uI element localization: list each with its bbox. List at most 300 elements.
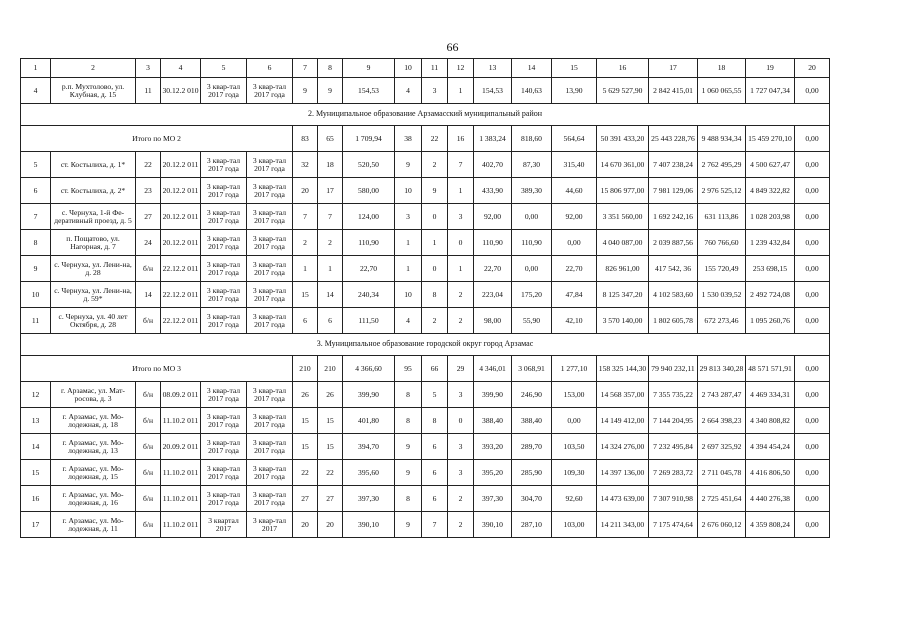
table-cell: 109,30 (552, 460, 597, 486)
table-cell: 1 (448, 78, 474, 104)
address-cell: г. Арзамас, ул. Мо-лодежная, д. 11 (51, 512, 136, 538)
section-title-row (21, 104, 830, 126)
table-cell: 2 (448, 512, 474, 538)
table-cell: 0,00 (795, 230, 830, 256)
table-cell: 11.10.2 011 (161, 486, 201, 512)
table-cell: 3 квар-тал 2017 года (247, 486, 293, 512)
table-cell: 26 (293, 382, 318, 408)
table-cell: 1 727 047,34 (746, 78, 795, 104)
table-cell: 22.12.2 011 (161, 256, 201, 282)
table-cell: 2 842 415,01 (649, 78, 698, 104)
table-cell: 7 144 204,95 (649, 408, 698, 434)
total-cell: 29 (448, 356, 474, 382)
table-cell: 3 квар-тал 2017 года (247, 230, 293, 256)
table-cell: 9 (395, 460, 422, 486)
table-cell: 8 (395, 382, 422, 408)
address-cell: с. Чернуха, ул. 40 лет Октября, д. 28 (51, 308, 136, 334)
total-cell: 4 346,01 (474, 356, 512, 382)
total-cell: 66 (422, 356, 448, 382)
table-cell: 15 (21, 460, 51, 486)
table-cell: 2 (318, 230, 343, 256)
table-cell: 22 (136, 152, 161, 178)
table-cell: 1 095 260,76 (746, 308, 795, 334)
total-cell: 210 (318, 356, 343, 382)
table-cell: 32 (293, 152, 318, 178)
table-cell: 401,80 (343, 408, 395, 434)
table-row (21, 178, 830, 204)
table-cell: 9 (395, 152, 422, 178)
table-cell: 285,90 (512, 460, 552, 486)
table-cell: 22,70 (474, 256, 512, 282)
table-cell: 0,00 (795, 308, 830, 334)
table-cell: 8 (422, 408, 448, 434)
table-cell: 393,20 (474, 434, 512, 460)
table-cell: 8 (21, 230, 51, 256)
table-cell: 4 469 334,31 (746, 382, 795, 408)
table-cell: 0 (422, 204, 448, 230)
table-cell: 520,50 (343, 152, 395, 178)
table-cell: 87,30 (512, 152, 552, 178)
address-cell: с. Чернуха, 1-й Фе-деративный проезд, д. 5 (51, 204, 136, 230)
table-cell: 11.10.2 011 (161, 460, 201, 486)
table-cell: 7 (293, 204, 318, 230)
total-cell: 1 709,94 (343, 126, 395, 152)
header-cell: 19 (746, 59, 795, 78)
table-cell: 0 (448, 230, 474, 256)
table-cell: 0,00 (795, 486, 830, 512)
address-cell: г. Арзамас, ул. Мо-лодежная, д. 16 (51, 486, 136, 512)
table-cell: 103,00 (552, 512, 597, 538)
table-cell: 155 720,49 (698, 256, 746, 282)
table-row (21, 204, 830, 230)
address-cell: г. Арзамас, ул. Мо-лодежная, д. 15 (51, 460, 136, 486)
table-cell: 15 806 977,00 (597, 178, 649, 204)
header-cell: 16 (597, 59, 649, 78)
header-cell: 2 (51, 59, 136, 78)
table-cell: 315,40 (552, 152, 597, 178)
table-cell: 11.10.2 011 (161, 512, 201, 538)
table-cell: 92,00 (474, 204, 512, 230)
table-cell: 14 (318, 282, 343, 308)
total-cell: 38 (395, 126, 422, 152)
address-cell: г. Арзамас, ул. Мат-росова, д. 3 (51, 382, 136, 408)
total-cell: 22 (422, 126, 448, 152)
table-cell: 3 квар-тал 2017 года (247, 282, 293, 308)
total-cell: 1 383,24 (474, 126, 512, 152)
header-cell: 18 (698, 59, 746, 78)
table-cell: 2 725 451,64 (698, 486, 746, 512)
table-cell: 672 273,46 (698, 308, 746, 334)
table-cell: 1 692 242,16 (649, 204, 698, 230)
table-cell: 3 квар-тал 2017 года (247, 308, 293, 334)
table-cell: 3 квартал 2017 (201, 512, 247, 538)
table-cell: 0,00 (512, 256, 552, 282)
table-cell: 3 квар-тал 2017 (247, 512, 293, 538)
table-cell: 390,10 (474, 512, 512, 538)
table-cell: 0,00 (552, 230, 597, 256)
table-row (21, 486, 830, 512)
table-cell: б/н (136, 460, 161, 486)
table-cell: 22,70 (552, 256, 597, 282)
table-cell: 7 (448, 152, 474, 178)
table-cell: 22 (318, 460, 343, 486)
table-cell: 3 (448, 460, 474, 486)
address-cell: г. Арзамас, ул. Мо-лодежная, д. 13 (51, 434, 136, 460)
table-cell: 4 340 808,82 (746, 408, 795, 434)
header-cell: 17 (649, 59, 698, 78)
table-cell: 5 (21, 152, 51, 178)
table-cell: 14 324 276,00 (597, 434, 649, 460)
table-cell: 2 664 398,23 (698, 408, 746, 434)
table-cell: 17 (21, 512, 51, 538)
table-cell: 0,00 (512, 204, 552, 230)
total-cell: 16 (448, 126, 474, 152)
table-cell: 110,90 (343, 230, 395, 256)
table-cell: 2 (448, 308, 474, 334)
table-cell: 15 (293, 408, 318, 434)
table-cell: 5 (422, 382, 448, 408)
table-cell: 4 500 627,47 (746, 152, 795, 178)
table-cell: 1 (318, 256, 343, 282)
table-cell: 103,50 (552, 434, 597, 460)
table-cell: 395,20 (474, 460, 512, 486)
table-cell: 8 125 347,20 (597, 282, 649, 308)
table-cell: 3 квар-тал 2017 года (247, 460, 293, 486)
total-cell: 210 (293, 356, 318, 382)
table-cell: 9 (422, 178, 448, 204)
table-cell: 760 766,60 (698, 230, 746, 256)
header-cell: 4 (161, 59, 201, 78)
table-cell: 9 (318, 78, 343, 104)
table-cell: 7 307 910,98 (649, 486, 698, 512)
table-cell: 22,70 (343, 256, 395, 282)
total-cell: 818,60 (512, 126, 552, 152)
address-cell: с. Чернуха, ул. Лени-на, д. 59* (51, 282, 136, 308)
table-cell: 20 (318, 512, 343, 538)
table-cell: 20.12.2 011 (161, 178, 201, 204)
table-cell: 0 (448, 408, 474, 434)
table-cell: 1 028 203,98 (746, 204, 795, 230)
table-cell: 246,90 (512, 382, 552, 408)
table-cell: 26 (318, 382, 343, 408)
table-cell: 9 (293, 78, 318, 104)
table-row (21, 308, 830, 334)
table-cell: 580,00 (343, 178, 395, 204)
table-cell: 20.12.2 011 (161, 230, 201, 256)
address-cell: ст. Костылиха, д. 1* (51, 152, 136, 178)
table-cell: 4 359 808,24 (746, 512, 795, 538)
table-cell: 2 (448, 282, 474, 308)
table-cell: 6 (21, 178, 51, 204)
table-cell: 3 квар-тал 2017 года (201, 152, 247, 178)
table-cell: б/н (136, 434, 161, 460)
data-table (20, 58, 830, 538)
table-cell: 6 (422, 486, 448, 512)
table-cell: 394,70 (343, 434, 395, 460)
table-cell: 0,00 (795, 204, 830, 230)
table-cell: 1 (293, 256, 318, 282)
table-cell: 0,00 (552, 408, 597, 434)
table-cell: 98,00 (474, 308, 512, 334)
table-cell: 0,00 (795, 152, 830, 178)
table-cell: 14 (21, 434, 51, 460)
table-cell: 18 (318, 152, 343, 178)
table-cell: 17 (318, 178, 343, 204)
table-cell: 4 (395, 78, 422, 104)
table-cell: 08.09.2 011 (161, 382, 201, 408)
page-number: 66 (446, 40, 459, 54)
table-cell: 4 394 454,24 (746, 434, 795, 460)
table-cell: 240,34 (343, 282, 395, 308)
table-cell: 14 211 343,00 (597, 512, 649, 538)
table-cell: 27 (136, 204, 161, 230)
table-cell: 9 (395, 434, 422, 460)
table-cell: 397,30 (343, 486, 395, 512)
table-cell: 2 (422, 308, 448, 334)
table-cell: 27 (293, 486, 318, 512)
table-cell: 7 981 129,06 (649, 178, 698, 204)
table-cell: 395,60 (343, 460, 395, 486)
table-cell: 15 (318, 408, 343, 434)
table-cell: 22.12.2 011 (161, 282, 201, 308)
table-cell: 3 квар-тал 2017 года (247, 204, 293, 230)
total-cell: 158 325 144,30 (597, 356, 649, 382)
header-cell: 11 (422, 59, 448, 78)
table-cell: 3 квар-тал 2017 года (247, 382, 293, 408)
table-cell: 2 039 887,56 (649, 230, 698, 256)
table-cell: 3 квар-тал 2017 года (247, 78, 293, 104)
table-cell: 3 квар-тал 2017 года (201, 230, 247, 256)
table-cell: б/н (136, 408, 161, 434)
table-cell: 14 568 357,00 (597, 382, 649, 408)
table-cell: 3 квар-тал 2017 года (201, 78, 247, 104)
table-cell: 223,04 (474, 282, 512, 308)
table-cell: 15 (293, 434, 318, 460)
table-cell: 0,00 (795, 460, 830, 486)
table-cell: 1 (448, 256, 474, 282)
table-cell: 20.09.2 011 (161, 434, 201, 460)
table-cell: 7 (422, 512, 448, 538)
table-cell: б/н (136, 308, 161, 334)
table-cell: 0,00 (795, 78, 830, 104)
header-cell: 9 (343, 59, 395, 78)
table-cell: 4 040 087,00 (597, 230, 649, 256)
table-cell: 42,10 (552, 308, 597, 334)
table-cell: 3 квар-тал 2017 года (247, 152, 293, 178)
table-row (21, 78, 830, 104)
table-cell: 20 (293, 512, 318, 538)
table-cell: 2 (422, 152, 448, 178)
total-cell: 1 277,10 (552, 356, 597, 382)
table-cell: 6 (422, 434, 448, 460)
table-cell: 0,00 (795, 382, 830, 408)
table-cell: 7 355 735,22 (649, 382, 698, 408)
table-cell: 13 (21, 408, 51, 434)
table-cell: 3 (395, 204, 422, 230)
table-cell: 14 397 136,00 (597, 460, 649, 486)
table-cell: 3 квар-тал 2017 года (201, 486, 247, 512)
table-cell: 20.12.2 011 (161, 152, 201, 178)
total-cell: 4 366,60 (343, 356, 395, 382)
table-cell: 2 676 060,12 (698, 512, 746, 538)
section-title: 3. Муниципальное образование городской округ город Арзамас (21, 334, 830, 356)
table-cell: 154,53 (343, 78, 395, 104)
total-label: Итого по МО 2 (21, 126, 293, 152)
header-cell: 20 (795, 59, 830, 78)
table-cell: 20.12.2 011 (161, 204, 201, 230)
table-cell: 631 113,86 (698, 204, 746, 230)
table-cell: 0,00 (795, 178, 830, 204)
total-cell: 9 488 934,34 (698, 126, 746, 152)
header-cell: 3 (136, 59, 161, 78)
table-cell: 3 (422, 78, 448, 104)
table-cell: 3 (448, 382, 474, 408)
table-cell: 417 542, 36 (649, 256, 698, 282)
header-cell: 6 (247, 59, 293, 78)
table-cell: 399,90 (343, 382, 395, 408)
table-cell: 253 698,15 (746, 256, 795, 282)
table-cell: 3 квар-тал 2017 года (247, 256, 293, 282)
table-cell: 2 711 045,78 (698, 460, 746, 486)
address-cell: ст. Костылиха, д. 2* (51, 178, 136, 204)
table-row (21, 152, 830, 178)
table-cell: 3 квар-тал 2017 года (247, 178, 293, 204)
table-cell: 24 (136, 230, 161, 256)
table-cell: 0,00 (795, 408, 830, 434)
table-cell: б/н (136, 512, 161, 538)
table-cell: 92,60 (552, 486, 597, 512)
table-cell: 92,00 (552, 204, 597, 230)
table-cell: 3 (448, 434, 474, 460)
header-cell: 10 (395, 59, 422, 78)
table-cell: 4 (21, 78, 51, 104)
table-cell: 14 473 639,00 (597, 486, 649, 512)
table-cell: б/н (136, 486, 161, 512)
table-cell: 7 407 238,24 (649, 152, 698, 178)
table-cell: 1 239 432,84 (746, 230, 795, 256)
header-cell: 15 (552, 59, 597, 78)
table-cell: 3 квар-тал 2017 года (201, 408, 247, 434)
total-cell: 564,64 (552, 126, 597, 152)
table-cell: 8 (395, 408, 422, 434)
table-cell: 3 351 560,00 (597, 204, 649, 230)
table-row (21, 282, 830, 308)
table-cell: 1 (448, 178, 474, 204)
total-cell: 15 459 270,10 (746, 126, 795, 152)
table-cell: 7 (318, 204, 343, 230)
table-cell: 1 (395, 230, 422, 256)
table-cell: 7 269 283,72 (649, 460, 698, 486)
table-cell: 2 (448, 486, 474, 512)
table-cell: 0 (422, 256, 448, 282)
total-cell: 0,00 (795, 126, 830, 152)
table-cell: 9 (21, 256, 51, 282)
table-cell: 2 762 495,29 (698, 152, 746, 178)
table-cell: 4 416 806,50 (746, 460, 795, 486)
table-cell: 1 (422, 230, 448, 256)
section-title-row (21, 334, 830, 356)
table-cell: 397,30 (474, 486, 512, 512)
table-cell: 3 квар-тал 2017 года (201, 460, 247, 486)
table-cell: 9 (395, 512, 422, 538)
table-cell: 47,84 (552, 282, 597, 308)
table-cell: 0,00 (795, 434, 830, 460)
table-cell: 2 492 724,08 (746, 282, 795, 308)
table-cell: 304,70 (512, 486, 552, 512)
table-row (21, 256, 830, 282)
header-cell: 8 (318, 59, 343, 78)
total-cell: 50 391 433,20 (597, 126, 649, 152)
total-label: Итого по МО 3 (21, 356, 293, 382)
table-cell: 2 976 525,12 (698, 178, 746, 204)
table-cell: 153,00 (552, 382, 597, 408)
table-cell: 2 (293, 230, 318, 256)
table-cell: 0,00 (795, 256, 830, 282)
table-cell: 14 670 361,00 (597, 152, 649, 178)
total-cell: 79 940 232,11 (649, 356, 698, 382)
table-cell: 55,90 (512, 308, 552, 334)
table-cell: 3 квар-тал 2017 года (201, 382, 247, 408)
table-cell: 8 (422, 282, 448, 308)
table-row (21, 382, 830, 408)
total-cell: 48 571 571,91 (746, 356, 795, 382)
table-cell: 7 175 474,64 (649, 512, 698, 538)
total-cell: 65 (318, 126, 343, 152)
table-cell: 14 149 412,00 (597, 408, 649, 434)
table-cell: 3 (448, 204, 474, 230)
table-cell: 8 (395, 486, 422, 512)
table-cell: 6 (422, 460, 448, 486)
address-cell: р.п. Мухтолово, ул. Клубная, д. 15 (51, 78, 136, 104)
table-cell: 826 961,00 (597, 256, 649, 282)
table-cell: 11 (21, 308, 51, 334)
table-cell: 2 697 325,92 (698, 434, 746, 460)
table-cell: 44,60 (552, 178, 597, 204)
table-cell: 13,90 (552, 78, 597, 104)
table-cell: 399,90 (474, 382, 512, 408)
address-cell: с. Чернуха, ул. Лени-на, д. 28 (51, 256, 136, 282)
total-cell: 0,00 (795, 356, 830, 382)
total-cell: 29 813 340,28 (698, 356, 746, 382)
table-cell: 15 (318, 434, 343, 460)
table-cell: 22 (293, 460, 318, 486)
table-cell: 110,90 (474, 230, 512, 256)
table-cell: 124,00 (343, 204, 395, 230)
table-cell: 3 квар-тал 2017 года (201, 204, 247, 230)
header-cell: 12 (448, 59, 474, 78)
total-row (21, 126, 830, 152)
table-cell: 12 (21, 382, 51, 408)
table-cell: 10 (395, 282, 422, 308)
address-cell: п. Пощатово, ул. Нагорная, д. 7 (51, 230, 136, 256)
table-cell: 20 (293, 178, 318, 204)
table-cell: 402,70 (474, 152, 512, 178)
table-row (21, 408, 830, 434)
table-cell: 4 440 276,38 (746, 486, 795, 512)
table-cell: 3 квар-тал 2017 года (201, 256, 247, 282)
table-cell: 4 849 322,82 (746, 178, 795, 204)
table-cell: 14 (136, 282, 161, 308)
table-cell: 27 (318, 486, 343, 512)
header-cell: 13 (474, 59, 512, 78)
total-row (21, 356, 830, 382)
address-cell: г. Арзамас, ул. Мо-лодежная, д. 18 (51, 408, 136, 434)
header-cell: 1 (21, 59, 51, 78)
table-cell: 7 232 495,84 (649, 434, 698, 460)
table-cell: 110,90 (512, 230, 552, 256)
total-cell: 25 443 228,76 (649, 126, 698, 152)
table-cell: 1 (395, 256, 422, 282)
